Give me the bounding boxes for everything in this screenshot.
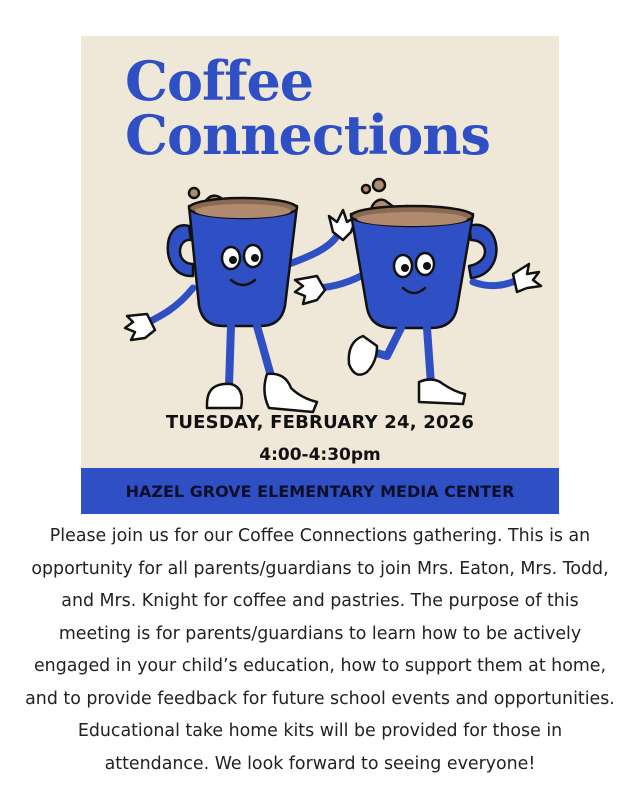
description-line: Educational take home kits will be provided for those in	[77, 721, 563, 741]
left-cup-character	[125, 188, 357, 412]
event-date: TUESDAY, FEBRUARY 24, 2026	[165, 412, 475, 433]
description-line: attendance. We look forward to seeing everyone!	[104, 753, 536, 774]
title-line-2: Connections	[125, 103, 490, 167]
location-banner	[81, 468, 559, 514]
description-line: meeting is for parents/guardians to learn how to be actively	[58, 623, 582, 644]
event-time: 4:00-4:30pm	[259, 445, 381, 465]
event-description	[0, 520, 640, 780]
description-line: opportunity for all parents/guardians to join Mrs. Eaton, Mrs. Todd,	[31, 558, 609, 579]
description-line: engaged in your child’s education, how to support them at home,	[33, 656, 607, 676]
right-cup-character	[295, 179, 541, 404]
dancing-coffee-cups-illustration	[81, 176, 559, 416]
location-text: HAZEL GROVE ELEMENTARY MEDIA CENTER	[125, 481, 515, 501]
description-line: Please join us for our Coffee Connections gathering. This is an	[49, 526, 591, 546]
description-line: and Mrs. Knight for coffee and pastries. The purpose of this	[61, 591, 579, 611]
event-flyer	[81, 36, 559, 514]
description-line: and to provide feedback for future school events and opportunities.	[25, 688, 615, 709]
title-line-1: Coffee	[125, 49, 314, 113]
flyer-title	[125, 49, 490, 167]
